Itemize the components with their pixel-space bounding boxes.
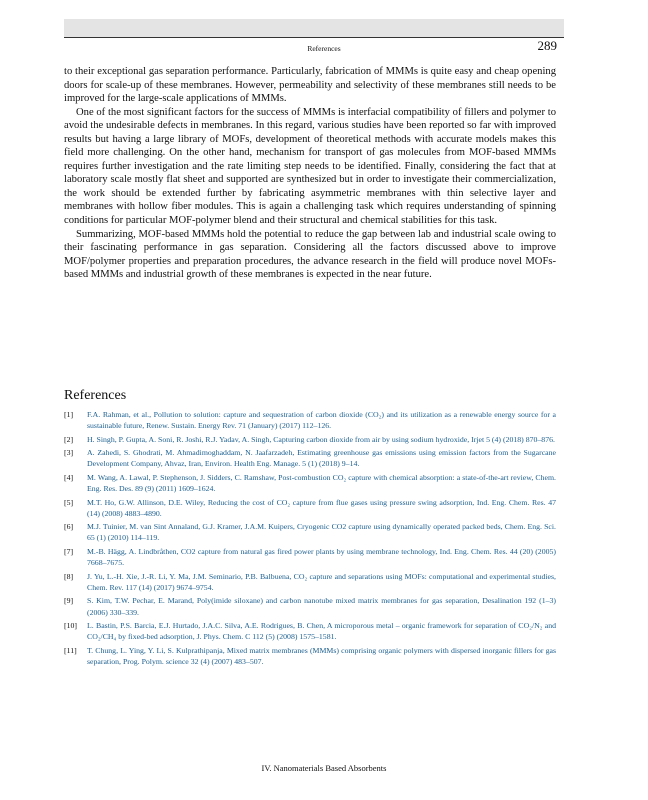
reference-link[interactable]: L. Bastin, P.S. Barcia, E.J. Hurtado, J.A.C. Silva, A.E. Rodrigues, B. Chen, A microporous metal – organic framework for separation of CO₂/N₂ and CO₂/CH₄ by fixed-bed adsorption, J. Phys. Chem. C 112 (5) (2008) 1575–1581. (87, 621, 556, 642)
reference-link[interactable]: M.-B. Hägg, A. Lindbråthen, CO2 capture from natural gas fired power plants by using membrane technology, Ind. Eng. Chem. Res. 44 (20) (2005) 7668–7675. (87, 547, 556, 568)
reference-item (64, 571, 556, 593)
reference-item (64, 497, 556, 519)
reference-link[interactable]: T. Chung, L. Ying, Y. Li, S. Kulprathipanja, Mixed matrix membranes (MMMs) comprising organic polymers with dispersed inorganic fillers for gas separation, Prog. Polym. science 32 (4) (2007) 483–507. (87, 645, 556, 666)
reference-item (64, 645, 556, 667)
reference-item (64, 472, 556, 494)
reference-number: [1] (64, 410, 74, 419)
reference-number: [9] (64, 596, 74, 606)
reference-link[interactable]: M.J. Tuinier, M. van Sint Annaland, G.J. Kramer, J.A.M. Kuipers, Cryogenic CO2 capture using dynamically operated packed beds, Chem. Eng. Sci. 65 (1) (2010) 114–119. (87, 522, 556, 543)
part-footer: IV. Nanomaterials Based Absorbents (261, 763, 387, 773)
reference-number: [10] (64, 621, 77, 631)
reference-number: [4] (64, 472, 74, 482)
reference-number: [6] (64, 522, 74, 532)
header-band (64, 19, 564, 37)
reference-item (64, 409, 556, 431)
reference-item (64, 447, 556, 469)
reference-link[interactable]: A. Zahedi, S. Ghodrati, M. Ahmadimoghaddam, N. Jaafarzadeh, Estimating greenhouse gas emissions using emission factors from the Sugarcane Development Company, Ahvaz, Iran, Environ. Health Eng. Manage. 5 (1) (2018) 9–14. (87, 448, 556, 469)
reference-link[interactable]: F.A. Rahman, et al., Pollution to solution: capture and sequestration of carbon dioxide (CO₂) and its utilization as a renewable energy source for a sustainable future, Renew. Sustain. Energy Rev. 71 (January) (2017) 112–126. (87, 410, 556, 431)
reference-item (64, 620, 556, 642)
paragraph: Summarizing, MOF-based MMMs hold the potential to reduce the gap between lab and industrial scale owing to their fascinating performance in gas separation. Considering all the factors discussed above to improve MOF/polymer properties and preparation procedures, the advance research in the field will produce novel MOFs-based MMMs and industrial growth of these membranes is expected in the near future. (64, 228, 556, 281)
reference-link[interactable]: J. Yu, L.-H. Xie, J.-R. Li, Y. Ma, J.M. Seminario, P.B. Balbuena, CO₂ capture and separations using MOFs: computational and experimental studies, Chem. Rev. 117 (14) (2017) 9674–9754. (87, 571, 556, 592)
reference-number: [7] (64, 547, 74, 557)
reference-number: [3] (64, 448, 74, 458)
body-text (64, 65, 556, 282)
reference-link[interactable]: H. Singh, P. Gupta, A. Soni, R. Joshi, R.J. Yadav, A. Singh, Capturing carbon dioxide from air by using sodium hydroxide, Irjet 5 (4) (2018) 870–876. (87, 434, 555, 444)
running-title: References (307, 44, 341, 53)
paragraph: to their exceptional gas separation performance. Particularly, fabrication of MMMs is quite easy and cheap opening doors for scale-up of these membranes. However, permeability and selectivity of these membranes still needs to be improved for the large-scale applications of MMMs. (64, 66, 556, 105)
reference-item (64, 521, 556, 543)
reference-number: [2] (64, 434, 74, 444)
reference-item (64, 434, 556, 445)
reference-number: [11] (64, 645, 77, 655)
reference-number: [5] (64, 497, 74, 507)
page-number: 289 (537, 38, 557, 53)
reference-item (64, 546, 556, 568)
reference-link[interactable]: M. Wang, A. Lawal, P. Stephenson, J. Sidders, C. Ramshaw, Post-combustion CO₂ capture with chemical absorption: a state-of-the-art review, Chem. Eng. Res. Des. 89 (9) (2011) 1609–1624. (87, 472, 556, 494)
header-rule (64, 37, 564, 38)
reference-link[interactable]: S. Kim, T.W. Pechar, E. Marand, Poly(imide siloxane) and carbon nanotube mixed matrix membranes for gas separation, Desalination 192 (1–3) (2006) 330–339. (87, 596, 556, 617)
reference-number: [8] (64, 571, 74, 581)
paragraph: One of the most significant factors for the success of MMMs is interfacial compatibility of fillers and polymer to avoid the undesirable defects in membranes. In this regard, various studies have been reported so far with improved results but having a large library of MOFs, development of theoretical methods with accurate models makes this field more challenging. On the other hand, mechanism for transport of gas molecules from MOF-based MMMs requires further investigation and the rate limiting step needs to be identified. Finally, considering the fact that at laboratory scale mostly flat sheet and supported are synthesized but in order to investigate their commercialization, the work should be extended further by fabricating asymmetric membranes with thin selective layer and membranes with hollow fiber modules. This is again a challenging task which requires understanding of spinning conditions for particular MOF-polymer blend and their structural and chemical stabilities for this task. (64, 106, 556, 227)
reference-link[interactable]: M.T. Ho, G.W. Allinson, D.E. Wiley, Reducing the cost of CO₂ capture from flue gases using pressure swing adsorption, Ind. Eng. Chem. Res. 47 (14) (2008) 4883–4890. (87, 497, 556, 518)
references-heading: References (64, 388, 127, 403)
reference-list (64, 409, 556, 669)
reference-item (64, 595, 556, 617)
